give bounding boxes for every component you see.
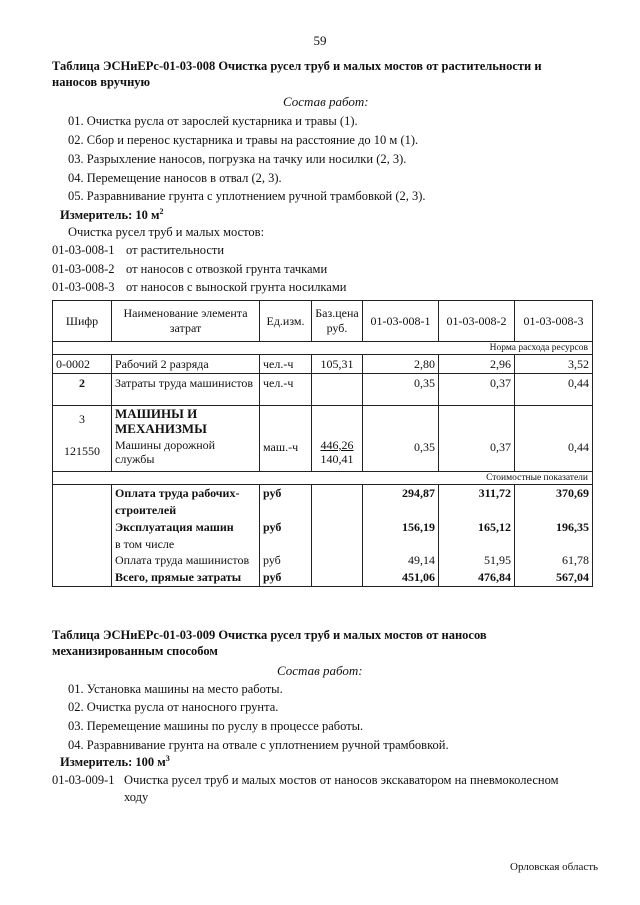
cost-price-cell	[312, 519, 363, 536]
cost-price-cell	[312, 569, 363, 587]
cost-unit-4: руб	[260, 552, 312, 569]
table1-intro: Очистка русел труб и малых мостов:	[68, 225, 265, 239]
table1-title-line2: наносов вручную	[52, 75, 151, 89]
cost-v2-1: 311,72	[439, 485, 515, 520]
cost-row	[53, 552, 593, 569]
road-machines-v1: 0,35	[414, 440, 435, 454]
table2-title-line1: Таблица ЭСНиЕРс-01-03-009 Очистка русел труб и малых мостов от наносов	[52, 628, 487, 642]
cost-price-cell	[312, 552, 363, 569]
page-number: 59	[313, 33, 327, 48]
header-col3: 01-03-008-3	[515, 301, 593, 342]
table2-work-2: 02. Очистка русла от наносного грунта.	[68, 700, 279, 714]
road-machines-price-cell	[312, 406, 363, 472]
cost-name-5: Всего, прямые затраты	[112, 569, 260, 587]
cost-price-cell	[312, 485, 363, 520]
road-machines-v2: 0,37	[490, 440, 511, 454]
header-col1: 01-03-008-1	[363, 301, 439, 342]
table1-code-2-desc: от наносов с отвозкой грунта тачками	[126, 262, 328, 276]
worker-price: 105,31	[312, 355, 363, 374]
header-unit: Ед.изм.	[260, 301, 312, 342]
cost-section-row	[53, 472, 593, 485]
table-header-row	[53, 301, 593, 342]
worker-v3: 3,52	[515, 355, 593, 374]
cost-name-2: Эксплуатация машин	[112, 519, 260, 536]
cost-code-cell	[53, 519, 112, 536]
cost-name-4: Оплата труда машинистов	[112, 552, 260, 569]
header-price: Баз.цена руб.	[312, 301, 363, 342]
header-col2: 01-03-008-2	[439, 301, 515, 342]
cost-v2-2: 165,12	[439, 519, 515, 536]
road-machines-price-1: 446,26	[320, 438, 354, 452]
table1-code-2: 01-03-008-2	[52, 262, 115, 276]
table2-desc-line2: ходу	[124, 790, 149, 804]
machines-names	[112, 406, 260, 472]
table1-title-line1: Таблица ЭСНиЕРс-01-03-008 Очистка русел труб и малых мостов от растительности и	[52, 59, 542, 73]
cost-row	[53, 536, 593, 552]
table-row	[53, 406, 593, 472]
table1-code-1-desc: от растительности	[126, 243, 225, 257]
cost-code-cell	[53, 536, 112, 552]
worker-v2: 2,96	[439, 355, 515, 374]
table1-work-5: 05. Разравнивание грунта с уплотнением ручной трамбовкой (2, 3).	[68, 189, 426, 203]
cost-v3-4: 61,78	[515, 552, 593, 569]
table1-code-3: 01-03-008-3	[52, 280, 115, 294]
machinists-v3: 0,44	[515, 374, 593, 406]
header-shifr: Шифр	[53, 301, 112, 342]
machines-codes	[53, 406, 112, 472]
worker-unit: чел.-ч	[260, 355, 312, 374]
cost-v1-2: 156,19	[363, 519, 439, 536]
road-machines-name: Машины дорожной службы	[115, 438, 216, 466]
table1-code-3-desc: от наносов с выноской грунта носилками	[126, 280, 347, 294]
road-machines-v3: 0,44	[568, 440, 589, 454]
machinists-price	[312, 374, 363, 406]
table1-work-1: 01. Очистка русла от зарослей кустарника и травы (1).	[68, 114, 358, 128]
table-row	[53, 355, 593, 374]
cost-v3-3	[515, 536, 593, 552]
cost-label: Стоимостные показатели	[53, 472, 593, 485]
table2-code: 01-03-009-1	[52, 773, 115, 787]
cost-v2-3	[439, 536, 515, 552]
cost-v3-1: 370,69	[515, 485, 593, 520]
cost-row	[53, 485, 593, 520]
cost-v3-2: 196,35	[515, 519, 593, 536]
cost-v2-4: 51,95	[439, 552, 515, 569]
cost-v3-5: 567,04	[515, 569, 593, 587]
worker-v1: 2,80	[363, 355, 439, 374]
resource-table	[52, 300, 593, 587]
road-machines-price-2: 140,41	[320, 452, 354, 466]
road-machines-v1-cell	[363, 406, 439, 472]
norm-label: Норма расхода ресурсов	[53, 342, 593, 355]
cost-unit-2: руб	[260, 519, 312, 536]
road-machines-code: 121550	[64, 444, 100, 458]
machines-group-title: МАШИНЫ И МЕХАНИЗМЫ	[115, 406, 207, 436]
table1-sostav: Состав работ:	[283, 94, 369, 109]
norm-section-row	[53, 342, 593, 355]
road-machines-unit-cell	[260, 406, 312, 472]
cost-unit-3	[260, 536, 312, 552]
table2-work-1: 01. Установка машины на место работы.	[68, 682, 283, 696]
road-machines-v2-cell	[439, 406, 515, 472]
table2-title-line2: механизированным способом	[52, 644, 218, 658]
table1-work-4: 04. Перемещение наносов в отвал (2, 3).	[68, 171, 282, 185]
cost-price-cell	[312, 536, 363, 552]
machinists-unit: чел.-ч	[260, 374, 312, 406]
cost-v2-5: 476,84	[439, 569, 515, 587]
cost-code-cell	[53, 485, 112, 520]
road-machines-unit: маш.-ч	[263, 440, 299, 454]
table1-measure: Измеритель: 10 $м^2$	[60, 207, 164, 223]
table1-work-2: 02. Сбор и перенос кустарника и травы на расстояние до 10 м (1).	[68, 133, 419, 147]
cost-code-cell	[53, 569, 112, 587]
header-name: Наименование элемента затрат	[112, 301, 260, 342]
machinists-v1: 0,35	[363, 374, 439, 406]
table2-desc-line1: Очистка русел труб и малых мостов от наносов экскаватором на пневмоколесном	[124, 773, 559, 787]
cost-v1-4: 49,14	[363, 552, 439, 569]
cost-row	[53, 519, 593, 536]
cost-unit-5: руб	[260, 569, 312, 587]
cost-v1-5: 451,06	[363, 569, 439, 587]
table2-work-4: 04. Разравнивание грунта на отвале с уплотнением ручной трамбовкой.	[68, 738, 449, 752]
table2-sostav: Состав работ:	[277, 663, 363, 678]
machinists-v2: 0,37	[439, 374, 515, 406]
table2-work-3: 03. Перемещение машины по руслу в процессе работы.	[68, 719, 364, 733]
table-row	[53, 374, 593, 406]
footer-region: Орловская область	[510, 861, 599, 873]
worker-code: 0-0002	[53, 355, 112, 374]
table2-measure: Измеритель: 100 $м^3$	[60, 754, 170, 770]
cost-name-1: Оплата труда рабочих-строителей	[112, 485, 260, 520]
machinists-code: 2	[53, 374, 112, 406]
cost-code-cell	[53, 552, 112, 569]
cost-v1-3	[363, 536, 439, 552]
cost-row	[53, 569, 593, 587]
worker-name: Рабочий 2 разряда	[112, 355, 260, 374]
road-machines-v3-cell	[515, 406, 593, 472]
machinists-name: Затраты труда машинистов	[112, 374, 260, 406]
machines-group-code: 3	[79, 412, 85, 426]
cost-v1-1: 294,87	[363, 485, 439, 520]
cost-unit-1: руб	[260, 485, 312, 520]
table1-code-1: 01-03-008-1	[52, 243, 115, 257]
cost-name-3: в том числе	[112, 536, 260, 552]
table1-work-3: 03. Разрыхление наносов, погрузка на тачку или носилки (2, 3).	[68, 152, 407, 166]
